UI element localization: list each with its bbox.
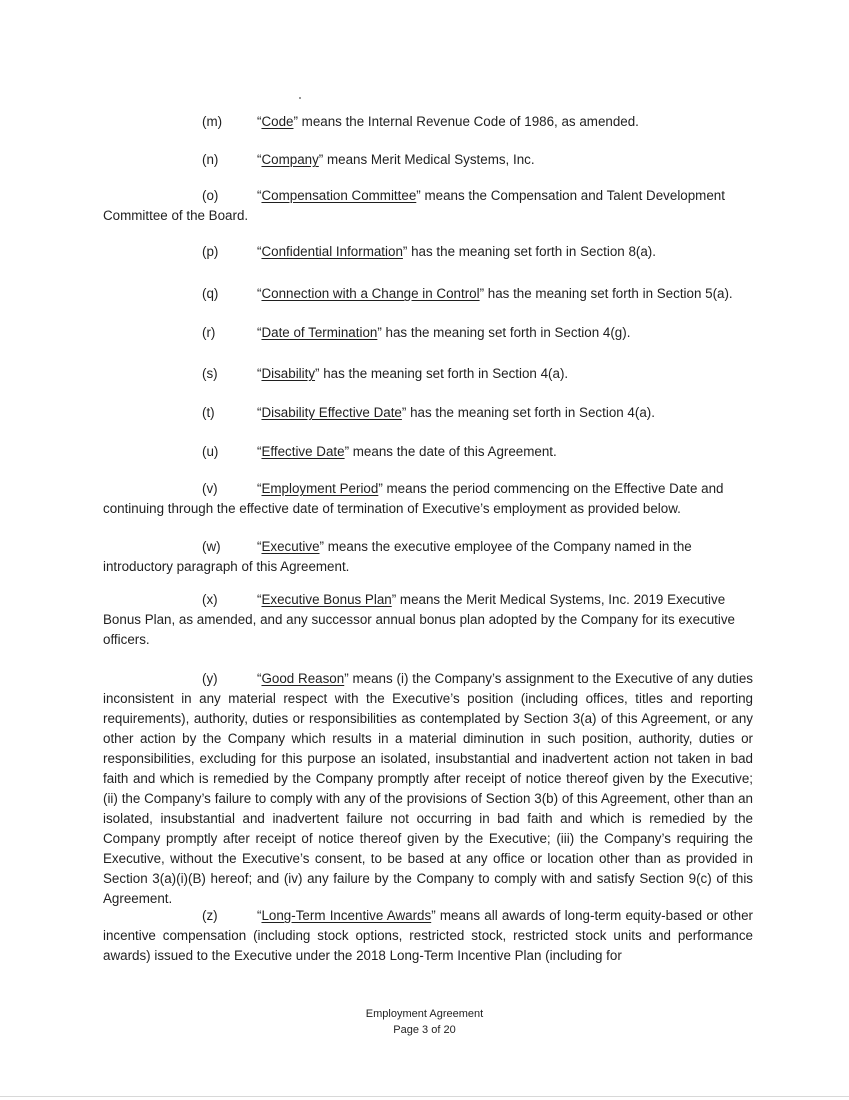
defined-term: Company (261, 152, 319, 167)
scan-speck (299, 97, 301, 99)
definition-company: (n) “Company” means Merit Medical Systems, Inc. (103, 150, 753, 170)
defined-term: Good Reason (261, 671, 345, 686)
definition-label: (m) (202, 114, 223, 129)
definition-text: has the meaning set forth in Section 4(a). (319, 366, 569, 381)
defined-term: Executive Bonus Plan (261, 592, 392, 607)
definition-text: has the meaning set forth in Section 4(a). (406, 405, 655, 420)
definition-executive: (w) “Executive” means the executive employee of the Company named in the introductory paragraph of this Agreement. (103, 539, 692, 574)
definition-text: means all awards of long-term equity-based or other incentive compensation (including stock options, restricted stock, restricted stock units and performance awards) issued to the Executive under the 2018 Long-Term Incentive Plan (including for (103, 908, 753, 963)
defined-term: Confidential Information (261, 244, 403, 259)
definition-label: (r) (202, 325, 216, 340)
definition-text: means the executive employee of the Company named in the introductory paragraph of this Agreement. (103, 539, 692, 574)
footer-title: Employment Agreement (365, 1008, 484, 1020)
defined-term: Long-Term Incentive Awards (261, 908, 432, 923)
defined-term: Compensation Committee (261, 188, 417, 203)
defined-term: Disability (261, 366, 316, 381)
definition-disability-effective-date: (t) “Disability Effective Date” has the meaning set forth in Section 4(a). (103, 403, 753, 423)
definition-label: (p) (202, 244, 219, 259)
definition-confidential-information: (p) “Confidential Information” has the meaning set forth in Section 8(a). (103, 242, 753, 262)
definition-text: means the Merit Medical Systems, Inc. 2019 Executive Bonus Plan, as amended, and any successor annual bonus plan adopted by the Company for its executive officers. (103, 592, 735, 647)
definition-executive-bonus-plan: (x) “Executive Bonus Plan” means the Merit Medical Systems, Inc. 2019 Executive Bonus Plan, as amended, and any successor annual bonus plan adopted by the Company for its executive officers. (103, 592, 735, 647)
defined-term: Employment Period (261, 481, 379, 496)
definition-label: (u) (202, 444, 219, 459)
definition-compensation-committee: (o) “Compensation Committee” means the Compensation and Talent Development Committee of the Board. (103, 188, 725, 223)
definition-good-reason: (y) “Good Reason” means (i) the Company’s assignment to the Executive of any duties inconsistent in any material respect with the Executive’s position (including offices, titles and reporting requirements), authority, duties or responsibilities as contemplated by Section 3(a) of this Agreement, or any other action by the Company which results in a material diminution in such position, authority, duties or responsibilities, excluding for this purpose an isolated, insubstantial and inadvertent action not taken in bad faith and which is remedied by the Company promptly after receipt of notice thereof given by the Executive; (ii) the Company’s failure to comply with any of the provisions of Section 3(b) of this Agreement, other than an isolated, insubstantial and inadvertent failure not occurring in bad faith and which is remedied by the Company promptly after receipt of notice thereof given by the Executive; (iii) the Company’s requiring the Executive, without the Executive’s consent, to be based at any office or location other than as provided in Section 3(a)(i)(B) hereof; and (iv) any failure by the Company to comply with and satisfy Section 9(c) of this Agreement. (103, 671, 753, 906)
definition-text: has the meaning set forth in Section 4(g). (381, 325, 631, 340)
definition-text: means the date of this Agreement. (349, 444, 557, 459)
definition-date-of-termination: (r) “Date of Termination” has the meaning set forth in Section 4(g). (103, 323, 753, 343)
defined-term: Effective Date (261, 444, 345, 459)
definition-long-term-incentive-awards: (z) “Long-Term Incentive Awards” means all awards of long-term equity-based or other incentive compensation (including stock options, restricted stock, restricted stock units and performance awards) issued to the Executive under the 2018 Long-Term Incentive Plan (including for (103, 908, 753, 963)
definition-text: means the Internal Revenue Code of 1986, as amended. (297, 114, 639, 129)
definition-label: (s) (202, 366, 218, 381)
definition-label: (z) (202, 908, 218, 923)
defined-term: Code (261, 114, 294, 129)
definition-text: means Merit Medical Systems, Inc. (323, 152, 535, 167)
footer-page-number: Page 3 of 20 (393, 1024, 456, 1036)
defined-term: Executive (261, 539, 320, 554)
definition-text: means (i) the Company’s assignment to the Executive of any duties inconsistent in any material respect with the Executive’s position (including offices, titles and reporting requirements), authority, duties or responsibilities as contemplated by Section 3(a) of this Agreement, or any other action by the Company which results in a material diminution in such position, authority, duties or responsibilities, excluding for this purpose an isolated, insubstantial and inadvertent action not taken in bad faith and which is remedied by the Company promptly after receipt of notice thereof given by the Executive; (ii) the Company’s failure to comply with any of the provisions of Section 3(b) of this Agreement, other than an isolated, insubstantial and inadvertent failure not occurring in bad faith and which is remedied by the Company promptly after receipt of notice thereof given by the Executive; (iii) the Company’s requiring the Executive, without the Executive’s consent, to be based at any office or location other than as provided in Section 3(a)(i)(B) hereof; and (iv) any failure by the Company to comply with and satisfy Section 9(c) of this Agreement. (103, 671, 753, 906)
definition-label: (y) (202, 671, 218, 686)
definition-text: means the Compensation and Talent Development Committee of the Board. (103, 188, 725, 223)
definition-connection-change-in-control: (q) “Connection with a Change in Control” has the meaning set forth in Section 5(a). (103, 284, 753, 304)
definition-text: has the meaning set forth in Section 5(a). (484, 286, 733, 301)
defined-term: Disability Effective Date (261, 405, 402, 420)
definition-label: (n) (202, 152, 219, 167)
definition-code: (m) “Code” means the Internal Revenue Code of 1986, as amended. (103, 112, 753, 132)
definition-text: has the meaning set forth in Section 8(a). (407, 244, 656, 259)
definition-label: (v) (202, 481, 218, 496)
definition-label: (w) (202, 539, 221, 554)
definition-employment-period: (v) “Employment Period” means the period commencing on the Effective Date and continuing through the effective date of termination of Executive’s employment as provided below. (103, 481, 724, 516)
definition-label: (t) (202, 405, 215, 420)
definition-label: (q) (202, 286, 219, 301)
defined-term: Connection with a Change in Control (261, 286, 480, 301)
definition-text: means the period commencing on the Effective Date and continuing through the effective date of termination of Executive’s employment as provided below. (103, 481, 724, 516)
definition-label: (x) (202, 592, 218, 607)
definition-effective-date: (u) “Effective Date” means the date of this Agreement. (103, 442, 753, 462)
definition-label: (o) (202, 188, 219, 203)
defined-term: Date of Termination (261, 325, 378, 340)
page-bottom-edge (0, 1096, 849, 1097)
definition-disability: (s) “Disability” has the meaning set forth in Section 4(a). (103, 364, 753, 384)
